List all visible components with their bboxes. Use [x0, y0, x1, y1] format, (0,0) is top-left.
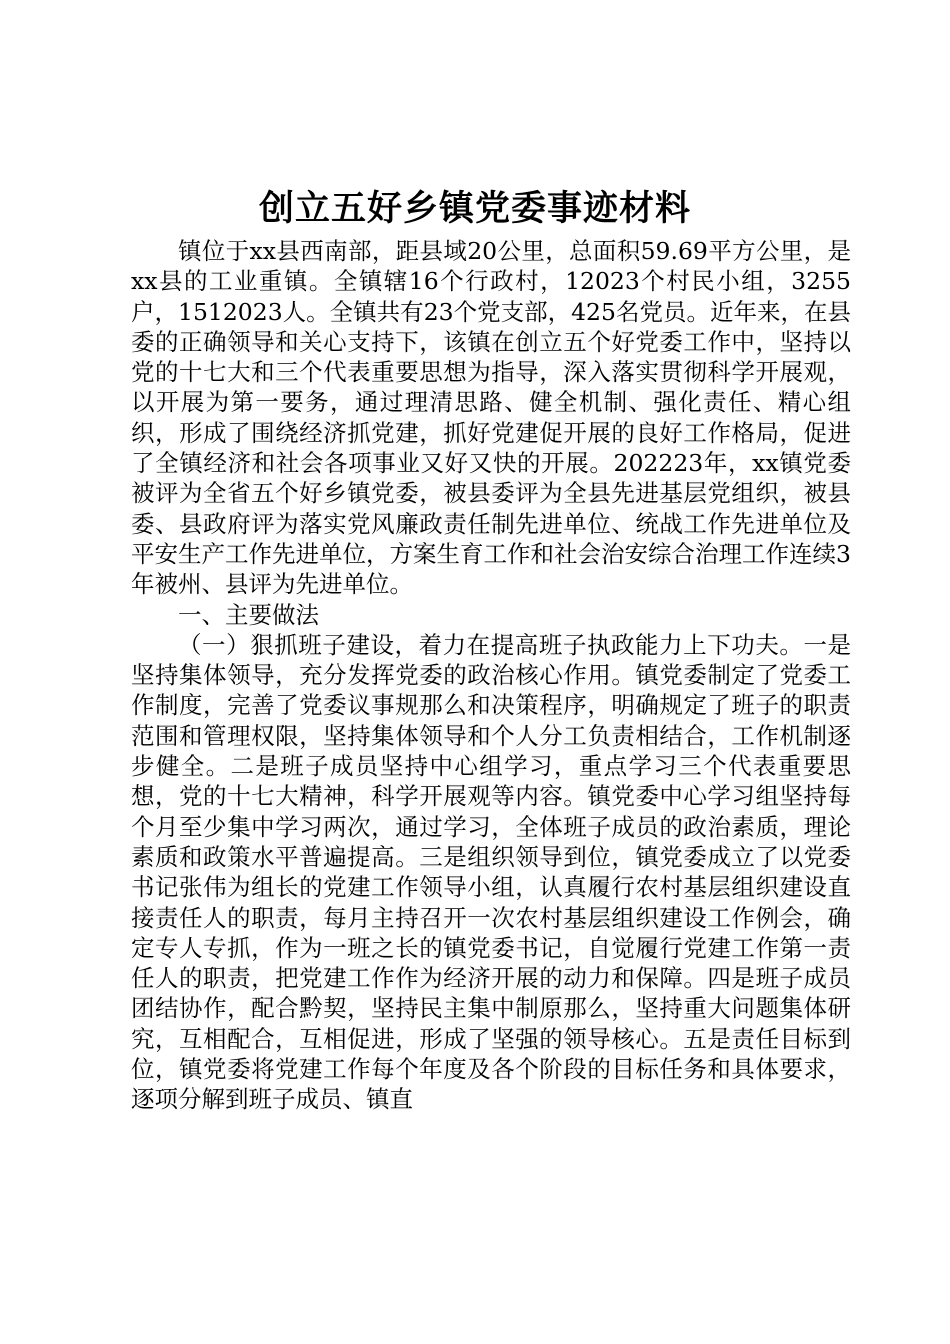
document-title: 创立五好乡镇党委事迹材料: [258, 188, 691, 229]
section-heading: 一、主要做法: [178, 600, 319, 629]
intro-paragraph: 镇位于xx县西南部，距县域20公里，总面积59.69平方公里，是xx县的工业重镇。全镇辖16个行政村，12023个村民小组，3255户，1512023人。全镇共有23个党支部，425名党员。近年来，在县委的正确领导和关心支持下，该镇在创立五个好党委工作中，坚持以党的十七大和三个代表重要思想为指导，深入落实贯彻科学开展观，以开展为第一要务，通过理清思路、健全机制、强化责任、精心组织，形成了围绕经济抓党建，抓好党建促开展的良好工作格局，促进了全镇经济和社会各项事业又好又快的开展。202223年，xx镇党委被评为全省五个好乡镇党委，被县委评为全县先进基层党组织，被县委、县政府评为落实党风廉政责任制先进单位、统战工作先进单位及平安生产工作先进单位，方案生育工作和社会治安综合治理工作连续3年被州、县评为先进单位。: [131, 237, 851, 599]
document-body: [131, 236, 851, 1115]
subsection-paragraph: （一）狠抓班子建设，着力在提高班子执政能力上下功夫。一是坚持集体领导，充分发挥党委的政治核心作用。镇党委制定了党委工作制度，完善了党委议事规那么和决策程序，明确规定了班子的职责范围和管理权限，坚持集体领导和个人分工负责相结合，工作机制逐步健全。二是班子成员坚持中心组学习，重点学习三个代表重要思想，党的十七大精神，科学开展观等内容。镇党委中心学习组坚持每个月至少集中学习两次，通过学习，全体班子成员的政治素质，理论素质和政策水平普遍提高。三是组织领导到位，镇党委成立了以党委书记张伟为组长的党建工作领导小组，认真履行农村基层组织建设直接责任人的职责，每月主持召开一次农村基层组织建设工作例会，确定专人专抓，作为一班之长的镇党委书记，自觉履行党建工作第一责任人的职责，把党建工作作为经济开展的动力和保障。四是班子成员团结协作，配合黔契，坚持民主集中制原那么，坚持重大问题集体研究，互相配合，互相促进，形成了坚强的领导核心。五是责任目标到位，镇党委将党建工作每个年度及各个阶段的目标任务和具体要求，逐项分解到班子成员、镇直: [131, 630, 851, 1114]
